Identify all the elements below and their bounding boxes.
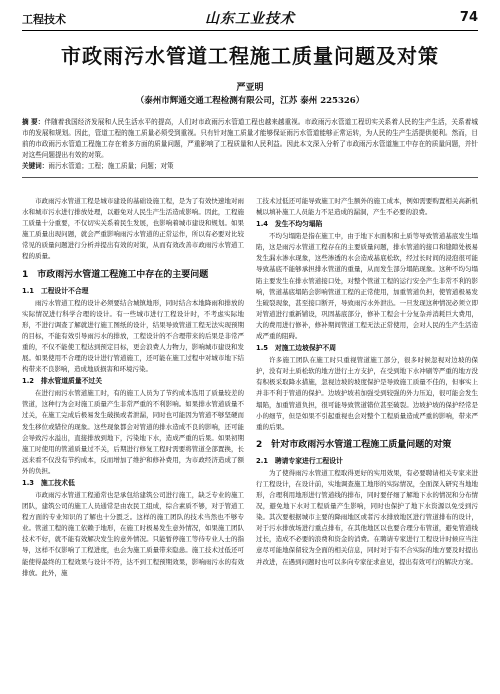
body-paragraph: 工技术过低还可能导致施工时产生额外的施工成本，例如需要购置相关高新机械以填补施工人员能力不足造成的漏洞，产生不必要的浪费。	[256, 197, 478, 217]
subsection-heading: 1.1 工程设计不合理	[22, 286, 89, 295]
section-label: 工程技术	[22, 13, 66, 26]
body-paragraph: 市政雨污水管道工程通常也是承包给建筑公司进行施工，缺乏专业的施工团队，建筑公司的施工人员通常是由农民工组成，综合素质不够，对于管道工程方面的专业知识的了解也十分匮乏。这样的施工团队的技术当然也不够专业。管道工程的施工依赖于地形，在施工时极易发生意外情况，如果施工团队技术不好，就不能有效解决发生的意外情况。只能暂停施工等待专业人士的指导，这样不仅影响了工程进度，也会为施工质量带来隐患。施工技术过低还可能使得最终的工程效果与设计不符，达不到工程预期效果，影响雨污水的有效排放。此外，施	[22, 490, 244, 577]
keywords-label: 关键词：	[22, 162, 49, 170]
body-paragraph: 市政雨污水管道工程是城市建设的基础设施工程，是为了有效快速地对雨水和城市污水进行排放处理，以避免对人民生产生活造成影响。因此，工程施工质量十分重要，不仅切实关系着民生发展，也影响着城市建设和规划。如果施工质量出现问题，就会严重影响雨污水管道的正常运作，所以有必要对比较常见的质量问题进行分析并提出有效的对策，从而有效改善市政雨污水管道工程的质量。	[22, 197, 244, 261]
author-affiliation: （泰州市辉通交通工程检测有限公司，江苏 泰州 225326）	[135, 96, 365, 106]
author-name: 严亚明	[236, 83, 264, 93]
keywords	[22, 161, 478, 172]
body-paragraph: 在进行雨污水管道施工时，有的施工人员为了节约成本选用了质量较差的管道，这种行为会对施工质量产生非常严重的不利影响。如果排水管道质量不过关，在施工完成后极易发生破损或者泄漏，同时也可能因为管道不够坚硬而发生移位或错位的现象。这些现象都会对管道的排水造成不良的影响，还可能会导致污水溢出，直接排放到地下，污染地下水，造成严重的后果。如果初期施工时使用的管道质量过不关，后期进行修复工程时需要将管道全部置换，长远来看不仅没有节约成本，反而增加了维护和修补费用，为市政经济造成了额外的负担。	[22, 389, 244, 475]
journal-name: 山东工业技术	[205, 11, 295, 27]
body-paragraph: 许多施工团队在施工时只重视管道施工部分，很多时候忽视对边坡的保护，没有对土质松软的地方进行土方支护，在受到地下水冲刷等严重的地方没有积极采取降水措施，忽视边坡的坡度保护是导致施工质量不佳的，但事实上并非不利于管道的保护。边坡护坡若加强受到较强的外力压迫，很可能会发生塌陷，加重管道负担，很可能导致管道错位甚至破裂。边坡护坡的保护经常是小的细节，但是如果不引起重视也会对整个工程质量造成严重的影响，带来严重的后果。	[256, 356, 478, 431]
section-heading: 1 市政雨污水管道工程施工中存在的主要问题	[22, 269, 209, 280]
subsection-heading: 1.5 对施工边坡保护不周	[256, 344, 337, 353]
body-paragraph: 雨污水管道工程的设计必须要结合城镇地形，同时结合本地降雨和排放的实际情况进行科学合理的设计。有一些城市进行工程设计时，不考虑实际地形，不进行调查了解就进行施工图纸的设计，结果导致管道工程无法实现预期的目标，不能有效引导雨污水的排放，工程设计的不合理带来的后果是非常严重的，不仅不能使工程达到预定目标，更会浪费人力物力，影响城市建设和发展。如果使用不合理的设计进行管道施工，还可能在施工过程中对城市地下结构带来不良影响，造成地质损害和环境污染。	[22, 298, 244, 374]
subsection-heading: 1.4 发生不均匀塌陷	[256, 220, 323, 229]
article-title: 市政雨污水管道工程施工质量问题及对策	[61, 44, 439, 68]
body-column-left	[22, 196, 244, 579]
body-paragraph: 不均匀塌陷是指在施工中，由于地下水面积和土质等导致管道基底发生塌陷，这是雨污水管道工程存在的主要质量问题，排水管道的接口和缝隙处极易发生漏水渗水现象，这些渗透的水会造成基底松软，经过长时间的浸泡很可能导致基底不能够承担排水管道的重量，从而发生部分塌陷现象。这种不均匀塌陷主要发生在排水管道接口处，对整个管道工程的运行安全产生非常不利的影响，管道基底塌陷会影响管道工程的正常使用，加重管道负担，使管道极易发生破裂现象，甚至接口断开，导致雨污水外泄出。一旦发现这种情况必须立即对管道进行重新铺设，巩固基底部分，修补工程会十分复杂并消耗巨大费用，大的费用进行修补，修补期间管道工程无法正常使用，会对人民的生产生活造成严重的阻碍。	[256, 232, 478, 341]
body-paragraph: 为了使得雨污水管道工程取得更好的实用效果，有必要聘请相关专家来进行工程设计，在设计前，实地调查施工地形的实际情况，全面深入研究当地地形，合理利用地形进行管道线的排布，同时要仔细了解地下水的情况和分布情况，避免地下水对工程质量产生影响，同时也保护了地下水资源以免受到污染。其次要根据城市主要的降雨地区或者污水排放地区进行管道排布的设计，对于污水排放场进行重点排布，在其他地区以也要合理分布管道，避免管道线过长，造成不必要的浪费和资金的消费。在聘请专家进行工程设计时候应当注意尽可能地保留较为全面的相关信息，同时对于有不合实际的地方要及时提出并改进，在遇到问题时也可以多向专家征求意见，提出有效可行的解决方案。	[256, 468, 478, 566]
subsection-heading: 2.1 聘请专家进行工程设计	[256, 456, 343, 465]
abstract	[22, 117, 478, 161]
keywords-text: 雨污水管道；工程；施工质量；问题；对策	[48, 162, 174, 170]
subsection-heading: 1.2 排水管道质量不过关	[22, 377, 103, 386]
running-header	[22, 8, 478, 31]
abstract-label: 摘 要：	[22, 118, 45, 126]
abstract-text: 伴随着我国经济发展和人民生活水平的提高，人们对市政雨污水管道工程也越来越重视。市政雨污水管道工程切实关系着人民的生产生活，关系着城市的发展和规划。因此，管道工程的施工质量必须受到重视。只有针对施工质量才能够保证雨污水管道能够正常运转，为人民的生产生活提供便利。然而，目前的市政雨污水管道工程施工存在着多方面的质量问题，严重影响了工程质量和人民利益。因此本文深入分析了市政雨污水管道施工中存在的质量问题，并针对这些问题提出有效的对策。	[22, 118, 478, 159]
body-column-right	[256, 196, 478, 568]
subsection-heading: 1.3 施工技术低	[22, 478, 75, 487]
section-heading: 2 针对市政雨污水管道工程施工质量问题的对策	[256, 439, 452, 450]
header-divider	[22, 177, 478, 178]
page-number: 74	[459, 10, 478, 25]
